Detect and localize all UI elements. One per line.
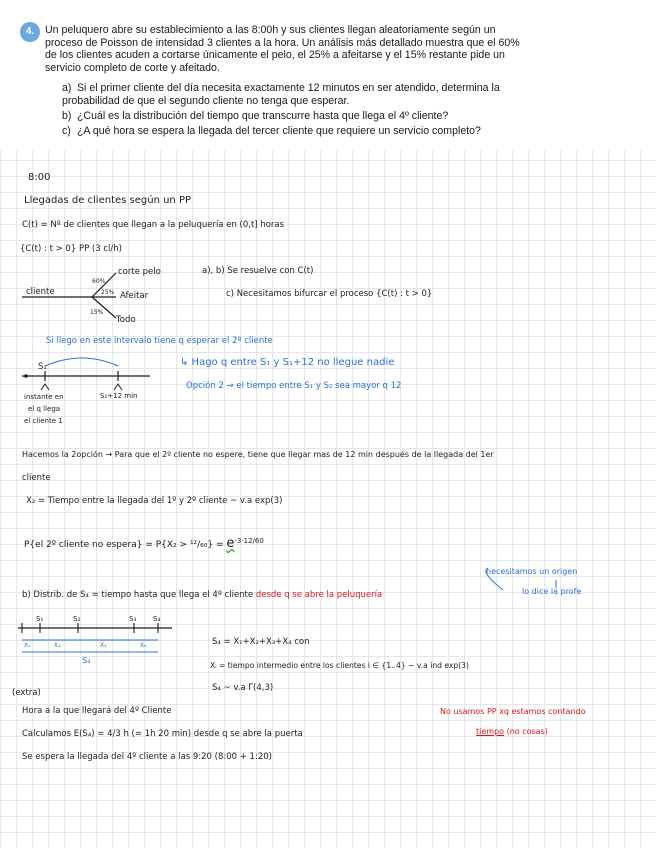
- note-opcion: Opción 2 → el tiempo entre S₁ y S₂ sea mayor q 12: [186, 381, 402, 391]
- note-time: 8:00: [28, 172, 51, 183]
- note-cliente: cliente: [26, 287, 55, 297]
- note-hago: ↳ Hago q entre S₁ y S₁+12 no llegue nadie: [180, 357, 395, 368]
- b-distrib-red: desde q se abre la peluquería: [255, 590, 383, 600]
- branch-corte: corte pelo: [118, 267, 161, 277]
- branch-afeitar: Afeitar: [120, 291, 149, 301]
- x-label-3: X₃: [100, 642, 107, 649]
- problem-text: Un peluquero abre su establecimiento a las 8:00h y sus clientes llegan aleatoriamente según un proceso de Poisson de intensidad 3 clientes a la hora. Un análisis más detallado muestra que el 60% de los clientes acuden a cortarse únicamente el pelo, el 25% a afeitarse y el 15% restante pide un servicio completo de corte y afeitado.: [45, 24, 520, 74]
- note-calc: Calculamos E(S₄) = 4/3 h (= 1h 20 min) desde q se abre la puerta: [22, 729, 303, 739]
- question-c-text: ¿A qué hora se espera la llegada del tercer cliente que requiere un servicio completo?: [76, 125, 481, 137]
- question-a-text: Si el primer cliente del día necesita exactamente 12 minutos en ser atendido, determina la probabilidad de que el segundo cliente no tenga que esperar.: [62, 82, 500, 107]
- branch-todo: Todo: [116, 315, 136, 325]
- x-label-1: X₁: [24, 642, 31, 649]
- note-xi-def: Xᵢ = tiempo intermedio entre los clientes i ∈ {1..4} ~ v.a ind exp(3): [210, 661, 469, 670]
- note-extra: (extra): [12, 688, 41, 698]
- prob-statement: [24, 536, 264, 551]
- label-s1: S₁: [38, 362, 47, 372]
- note-llegadas: Llegadas de clientes según un PP: [24, 195, 192, 206]
- question-c-label: c): [62, 125, 71, 137]
- note-no-cosas: (no cosas): [506, 727, 548, 736]
- interval-bracket: [45, 358, 118, 366]
- problem-number-badge: 4.: [20, 22, 40, 42]
- s-label-3: S₃: [129, 615, 137, 623]
- note-tiempo: tiempo: [476, 727, 505, 736]
- prob-exponent: -3·12/60: [234, 537, 264, 545]
- pct-25: 25%: [101, 289, 115, 296]
- question-a-label: a): [62, 82, 72, 94]
- prob-left: P{el 2º cliente no espera} = P{X₂ > ¹²/₆₀} =: [24, 540, 224, 550]
- b-distrib-text: b) Distrib. de S₄ = tiempo hasta que llega el 4º cliente: [22, 590, 254, 600]
- s-label-2: S₂: [73, 615, 81, 623]
- note-cliente-cont: cliente: [22, 473, 51, 483]
- instante-line3: el cliente 1: [24, 417, 63, 425]
- arrow-s1-12: [114, 384, 122, 390]
- s-label-4: S₄: [153, 615, 161, 623]
- note-ab: a), b) Se resuelve con C(t): [202, 266, 314, 276]
- note-hora: Hora a la que llegará del 4º Cliente: [22, 706, 172, 716]
- s4-under-label: S₄: [82, 656, 91, 665]
- pct-15: 15%: [90, 309, 104, 316]
- note-proceso: {C(t) : t > 0} PP (3 cl/h): [20, 244, 122, 254]
- note-no-usamos: No usamos PP xq estamos contando: [440, 707, 586, 716]
- x-label-4: X₄: [140, 642, 147, 649]
- x-label-2: X₂: [54, 642, 61, 649]
- note-tiempo-line: [476, 727, 548, 736]
- question-b-label: b): [62, 110, 72, 122]
- note-hacemos: Hacemos la 2opción → Para que el 2º cliente no espere, tiene que llegar mas de 12 min después de la llegada del 1er: [22, 450, 494, 459]
- note-necesitamos-origen: necesitamos un origen: [486, 567, 578, 576]
- note-cdef: C(t) = Nº de clientes que llegan a la peluquería en (0,t] horas: [22, 220, 285, 230]
- note-c: c) Necesitamos bifurcar el proceso {C(t) : t > 0}: [226, 289, 433, 299]
- note-si-llego: Si llego en este intervalo tiene q esperar el 2º cliente: [46, 336, 273, 346]
- note-lo-dice: lo dice la profe: [522, 587, 582, 596]
- arrow-s1: [41, 384, 49, 390]
- instante-line2: el q llega: [28, 405, 61, 413]
- note-x2def: X₂ = Tiempo entre la llegada del 1º y 2º cliente ~ v.a exp(3): [26, 496, 283, 506]
- s-label-1: S₁: [36, 615, 44, 623]
- prob-e: e: [226, 536, 235, 551]
- note-b-distrib: [22, 590, 382, 600]
- pct-60: 60%: [92, 278, 106, 285]
- question-b-text: ¿Cuál es la distribución del tiempo que transcurre hasta que llega el 4º cliente?: [76, 110, 449, 122]
- note-s4-sum: S₄ = X₁+X₂+X₃+X₄ con: [212, 637, 310, 647]
- label-s1-12: S₁+12 min: [100, 392, 138, 400]
- instante-line1: instante en: [24, 393, 64, 401]
- timeline-a-origin: [24, 374, 28, 378]
- note-s4-gamma: S₄ ~ v.a Γ(4,3): [212, 683, 274, 693]
- note-espera: Se espera la llegada del 4º cliente a las 9:20 (8:00 + 1:20): [22, 752, 272, 762]
